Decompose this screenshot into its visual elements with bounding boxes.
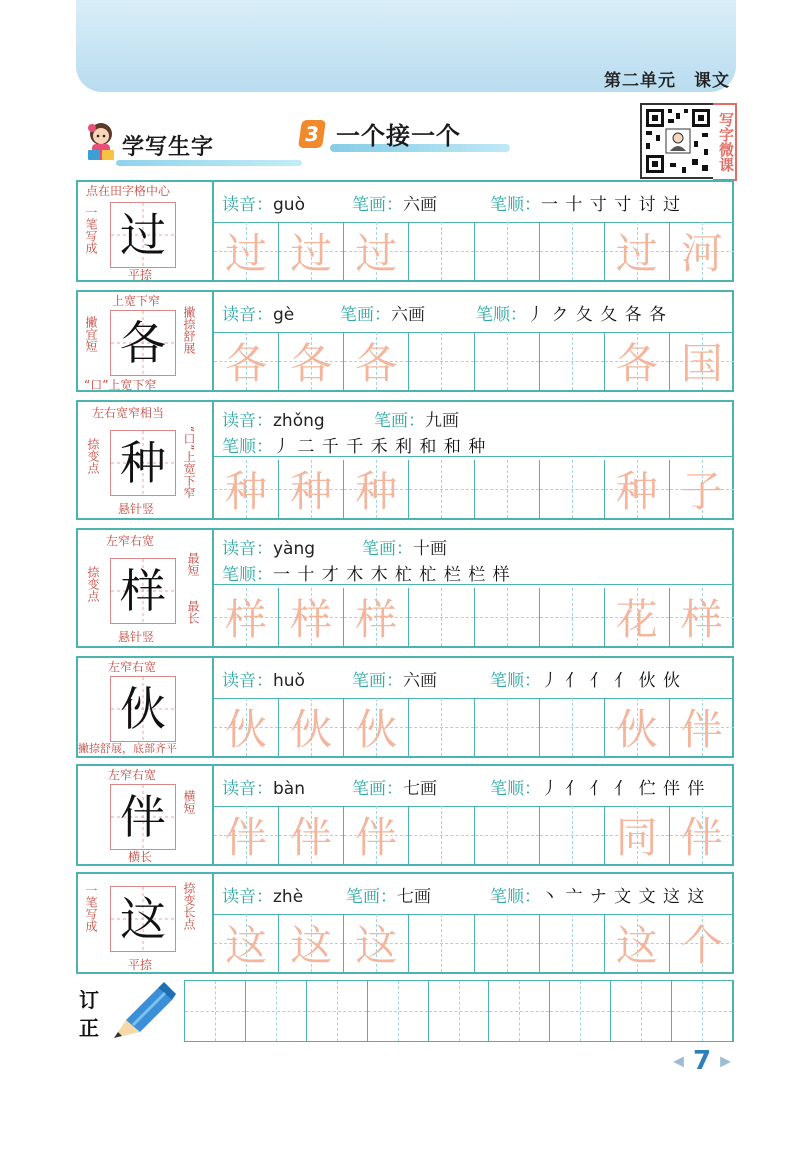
trace-character: 子 [680,467,723,516]
practice-grid [214,914,734,972]
tianzi-grid [110,310,176,376]
trace-character [475,914,539,972]
trace-character [409,588,473,646]
trace-character [409,806,473,864]
correction-area [76,980,736,1046]
practice-cell[interactable] [409,222,474,280]
trace-character [409,914,473,972]
reading-label: 读音： [222,411,273,431]
char-row-zhe [76,872,734,974]
practice-grid [214,460,734,518]
reading-field [222,300,294,325]
practice-cell[interactable] [344,460,409,518]
correction-cell[interactable] [429,981,490,1041]
practice-cell[interactable] [605,914,670,972]
practice-cell[interactable] [605,806,670,864]
char-row-ban [76,764,734,866]
practice-cell[interactable] [279,222,344,280]
note-bottom: 撇捺舒展，底部齐平 [78,742,177,755]
practice-cell[interactable] [475,460,540,518]
char-row-ge [76,290,734,392]
trace-character: 这 [355,921,398,970]
stroke-order-label: 笔顺： [490,779,541,799]
tianzi-grid [110,430,176,496]
tianzi-grid [110,886,176,952]
practice-cell[interactable] [475,588,540,646]
pinyin: guò [273,195,305,215]
trace-character [409,222,473,280]
practice-cell[interactable] [214,914,279,972]
trace-character: 伙 [290,705,333,754]
practice-cell[interactable] [670,698,734,756]
practice-cell[interactable] [670,588,734,646]
note-bottom: 横长 [128,850,153,864]
practice-grid [214,698,734,756]
trace-character [540,698,604,756]
trace-character: 过 [225,229,268,278]
note-bottom: 悬针竖 [118,502,155,516]
tianzi-grid [110,202,176,268]
trace-character: 各 [290,339,333,388]
stroke-order: 丿 二 千 千 禾 利 和 和 种 [273,437,487,457]
practice-cell[interactable] [670,222,734,280]
practice-cell[interactable] [670,332,734,390]
stroke-order-label: 笔顺： [490,195,541,215]
char-row-huo [76,656,734,758]
reading-label: 读音： [222,671,273,691]
trace-character [409,332,473,390]
stroke-count: 六画 [391,305,425,325]
note-left: 撇宜短 [84,316,98,352]
prev-arrow-icon[interactable]: ◀ [673,1053,684,1070]
char-model-box [78,292,214,390]
pinyin: bàn [273,779,305,799]
char-info [214,658,734,699]
practice-cell[interactable] [344,588,409,646]
correction-cell[interactable] [550,981,611,1041]
practice-cell[interactable] [279,698,344,756]
cartoon-girl-icon [82,120,120,166]
stroke-count-field [352,190,437,215]
stroke-order-label: 笔顺： [222,437,273,457]
section-header [76,116,256,170]
qr-code-icon[interactable] [640,103,716,179]
correction-label: 订正 [79,988,99,1040]
stroke-count: 九画 [425,411,459,431]
reading-label: 读音： [222,887,273,907]
char-info [214,766,734,807]
practice-cell[interactable] [540,806,605,864]
stroke-order-field [222,560,511,585]
reading-label: 读音： [222,195,273,215]
tianzi-grid [110,558,176,624]
trace-character [540,460,604,518]
trace-character: 各 [615,339,658,388]
stroke-order-field [490,882,705,907]
trace-character [540,914,604,972]
trace-character: 过 [355,229,398,278]
trace-character [540,588,604,646]
stroke-order: 丿 亻 亻 亻 伫 伴 伴 [541,779,706,799]
stroke-order-label: 笔顺： [476,305,527,325]
model-character: 伴 [120,790,166,844]
trace-character: 过 [290,229,333,278]
stroke-order-label: 笔顺： [490,671,541,691]
trace-character: 这 [615,921,658,970]
practice-cell[interactable] [344,222,409,280]
model-character: 种 [120,436,166,490]
practice-grid [214,588,734,646]
model-character: 样 [120,564,166,618]
trace-character: 样 [225,595,268,644]
stroke-count: 十画 [413,539,447,559]
stroke-count-label: 笔画： [346,887,397,907]
practice-cell[interactable] [344,332,409,390]
reading-field [222,534,315,559]
correction-cell[interactable] [246,981,307,1041]
reading-field [222,882,303,907]
practice-cell[interactable] [279,914,344,972]
stroke-count-label: 笔画： [352,779,403,799]
trace-character: 伴 [355,813,398,862]
pinyin: zhè [273,887,304,907]
trace-character [475,588,539,646]
trace-character: 种 [225,467,268,516]
practice-cell[interactable] [540,914,605,972]
char-info [214,292,734,333]
stroke-count: 七画 [403,779,437,799]
correction-grid [184,980,734,1042]
trace-character: 国 [680,339,723,388]
trace-character: 种 [290,467,333,516]
practice-grid [214,222,734,280]
correction-cell[interactable] [368,981,429,1041]
stroke-count: 六画 [403,195,437,215]
practice-cell[interactable] [605,460,670,518]
stroke-count-field [346,882,431,907]
char-info [214,182,734,223]
trace-character: 种 [355,467,398,516]
practice-cell[interactable] [540,698,605,756]
note-left: 一笔写成 [84,206,98,254]
practice-cell[interactable] [540,222,605,280]
char-model-box [78,766,214,864]
char-info [214,530,734,585]
pinyin: huǒ [273,671,305,691]
trace-character: 个 [680,921,723,970]
note-right-short: 最短 [186,552,200,576]
trace-character: 伙 [225,705,268,754]
trace-character: 伴 [290,813,333,862]
trace-character [475,460,539,518]
stroke-count-label: 笔画： [352,671,403,691]
trace-character [475,332,539,390]
practice-cell[interactable] [409,588,474,646]
stroke-order-field [490,666,681,691]
correction-cell[interactable] [489,981,550,1041]
trace-character: 伴 [680,705,723,754]
practice-cell[interactable] [670,460,734,518]
trace-character [409,460,473,518]
pinyin: yàng [273,539,316,559]
stroke-order: 丿 亻 亻 亻 伙 伙 [541,671,682,691]
correction-cell[interactable] [185,981,246,1041]
correction-cell[interactable] [307,981,368,1041]
correction-cell[interactable] [672,981,733,1041]
note-top: 左右宽窄相当 [92,406,165,420]
trace-character: 种 [615,467,658,516]
trace-character [475,806,539,864]
trace-character: 样 [290,595,333,644]
practice-cell[interactable] [540,588,605,646]
stroke-count-field [362,534,447,559]
trace-character [475,222,539,280]
reading-label: 读音： [222,539,273,559]
practice-cell[interactable] [279,588,344,646]
practice-cell[interactable] [670,806,734,864]
trace-character [475,698,539,756]
practice-cell[interactable] [475,914,540,972]
stroke-count-label: 笔画： [340,305,391,325]
practice-cell[interactable] [475,332,540,390]
practice-cell[interactable] [344,914,409,972]
practice-cell[interactable] [475,222,540,280]
stroke-order-field [490,190,681,215]
trace-character: 这 [290,921,333,970]
practice-cell[interactable] [214,332,279,390]
practice-cell[interactable] [409,332,474,390]
practice-cell[interactable] [214,222,279,280]
trace-character: 样 [680,595,723,644]
reading-field [222,666,305,691]
trace-character: 这 [225,921,268,970]
unit-name: 第二单元 [604,71,676,91]
pinyin: gè [273,305,295,325]
trace-character: 花 [615,595,658,644]
char-info [214,874,734,915]
stroke-count-label: 笔画： [352,195,403,215]
stroke-order: 丶 亠 ナ 文 文 这 这 [541,887,706,907]
practice-cell[interactable] [605,332,670,390]
stroke-count-field [374,406,459,431]
practice-cell[interactable] [409,460,474,518]
note-bottom: 悬针竖 [118,630,155,644]
practice-cell[interactable] [214,806,279,864]
section-title: 学写生字 [122,135,215,160]
trace-character: 河 [680,229,723,278]
reading-label: 读音： [222,305,273,325]
note-left: 一笔写成 [84,884,98,932]
trace-character [540,332,604,390]
practice-cell[interactable] [279,806,344,864]
practice-cell[interactable] [475,806,540,864]
note-bottom: 平捺 [128,268,153,282]
trace-character: 过 [615,229,658,278]
trace-character [540,806,604,864]
note-right: 捺变长点 [182,882,196,930]
practice-cell[interactable] [605,588,670,646]
practice-cell[interactable] [409,806,474,864]
trace-character: 伙 [615,705,658,754]
char-row-guo [76,180,734,282]
stroke-count: 六画 [403,671,437,691]
note-top: 左窄右宽 [108,768,157,782]
note-top: 上宽下窄 [112,294,161,308]
practice-cell[interactable] [344,806,409,864]
practice-cell[interactable] [214,588,279,646]
stroke-count-field [340,300,425,325]
reading-label: 读音： [222,779,273,799]
stroke-order-field [476,300,667,325]
reading-field [222,406,325,431]
note-top: 左窄右宽 [108,660,157,674]
trace-character: 各 [355,339,398,388]
char-model-box [78,874,214,972]
stroke-order-label: 笔顺： [490,887,541,907]
practice-cell[interactable] [605,698,670,756]
practice-cell[interactable] [279,332,344,390]
trace-character [540,222,604,280]
note-left: 捺变点 [86,438,100,474]
practice-grid [214,806,734,864]
trace-character [409,698,473,756]
lesson-number-badge: 3 [298,120,326,148]
char-row-zhong [76,400,734,520]
practice-cell[interactable] [214,698,279,756]
char-info [214,402,734,457]
trace-character: 样 [355,595,398,644]
page-number [668,1046,736,1080]
stroke-order-label: 笔顺： [222,565,273,585]
tianzi-grid [110,784,176,850]
practice-cell[interactable] [475,698,540,756]
char-model-box [78,658,214,756]
char-model-box [78,530,214,646]
stroke-order-field [222,432,486,457]
stroke-count-label: 笔画： [362,539,413,559]
note-bottom: “口”上宽下窄 [84,378,157,392]
note-left: 捺变点 [86,566,100,602]
practice-cell[interactable] [540,332,605,390]
pencil-icon [106,980,176,1042]
note-right: 横短 [182,790,196,814]
next-arrow-icon[interactable]: ▶ [720,1053,731,1070]
note-right-long: 最长 [186,600,200,624]
model-character: 伙 [120,682,166,736]
note-right: 撇捺舒展 [182,306,196,354]
note-bottom: 平捺 [128,958,153,972]
trace-character: 伴 [680,813,723,862]
stroke-count-field [352,774,437,799]
lesson-name: 一个接一个 [336,122,461,150]
practice-cell[interactable] [605,222,670,280]
practice-cell[interactable] [540,460,605,518]
char-model-box [78,402,214,518]
trace-character: 各 [225,339,268,388]
practice-cell[interactable] [279,460,344,518]
practice-cell[interactable] [670,914,734,972]
note-top: 点在田字格中心 [86,184,171,198]
practice-cell[interactable] [344,698,409,756]
char-row-yang [76,528,734,648]
stroke-order: 一 十 才 木 木 杧 杧 栏 栏 样 [273,565,511,585]
stroke-count: 七画 [397,887,431,907]
stroke-count-label: 笔画： [374,411,425,431]
stroke-order: 一 十 寸 寸 讨 过 [541,195,682,215]
correction-cell[interactable] [611,981,672,1041]
note-right: “口”上宽下窄 [182,426,196,499]
stroke-order-field [490,774,705,799]
reading-field [222,190,305,215]
section-name: 课文 [694,71,730,91]
practice-cell[interactable] [409,698,474,756]
note-top: 左窄右宽 [106,534,155,548]
trace-character: 伙 [355,705,398,754]
practice-cell[interactable] [409,914,474,972]
practice-cell[interactable] [214,460,279,518]
stroke-order: 丿 ク 夂 夂 各 各 [527,305,668,325]
trace-character: 同 [615,813,658,862]
video-lesson-label: 写字微课 [713,103,737,181]
unit-label [604,66,730,91]
model-character: 各 [120,316,166,370]
pinyin: zhǒng [273,411,325,431]
practice-grid [214,332,734,390]
trace-character: 伴 [225,813,268,862]
char-model-box [78,182,214,280]
tianzi-grid [110,676,176,742]
model-character: 过 [120,208,166,262]
page-number-value: 7 [692,1046,712,1076]
reading-field [222,774,305,799]
model-character: 这 [120,892,166,946]
stroke-count-field [352,666,437,691]
